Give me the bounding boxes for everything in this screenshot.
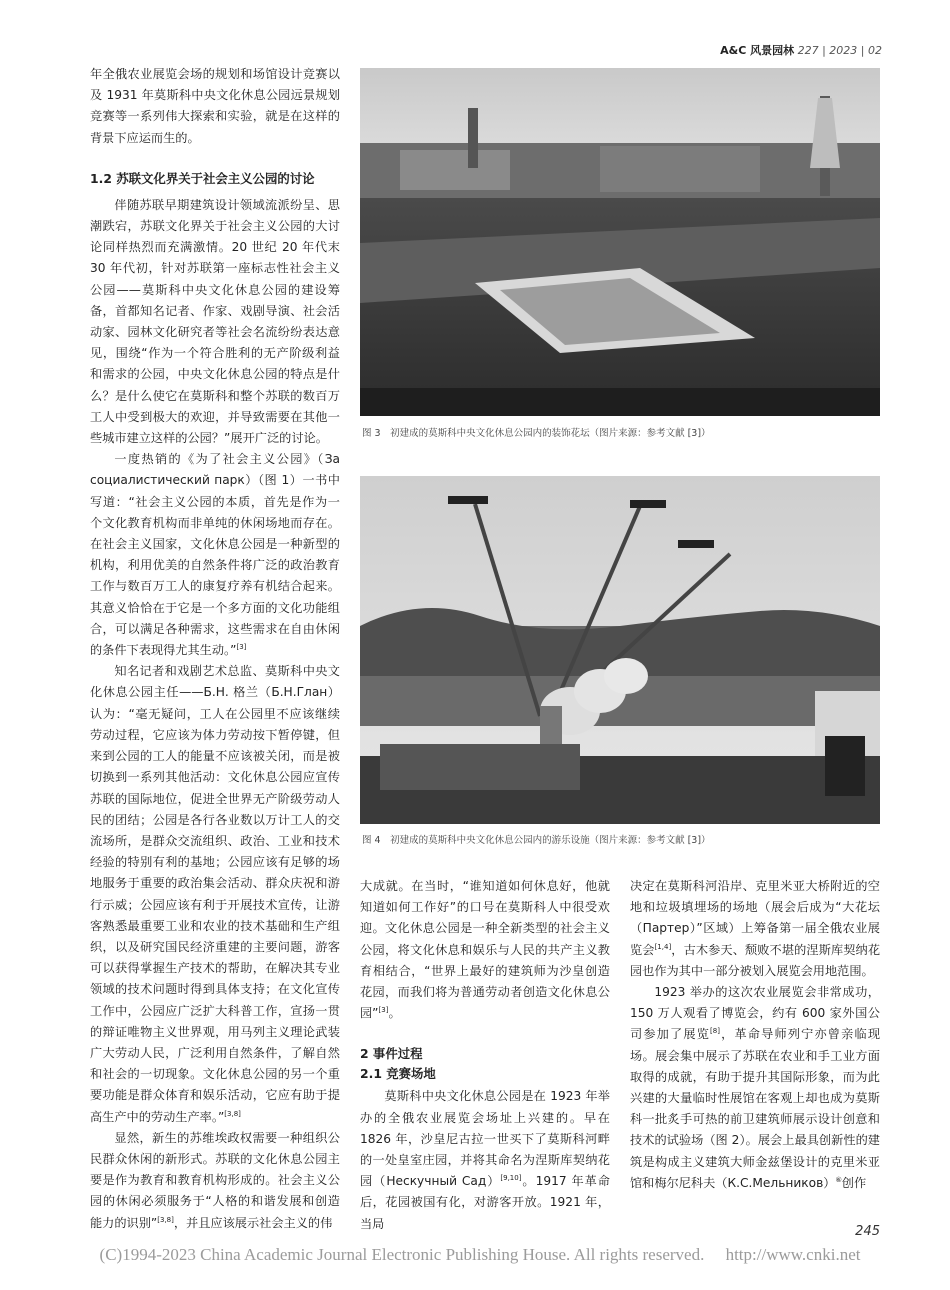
citation: [3,8] xyxy=(157,1215,174,1224)
footnote-marker: ⑥ xyxy=(835,1175,842,1184)
citation: [1,4] xyxy=(654,942,672,951)
paragraph: 决定在莫斯科河沿岸、克里米亚大桥附近的空地和垃圾填埋场的场地（展会后成为“大花坛（Партер）”区域）上筹备第一届全俄农业展览会[1,4]，古木参天、颓败不堪的涅斯库契纳花园也作为其中一部分被划入展览会用地范围。 xyxy=(630,879,881,978)
section-heading-2-1: 2.1 竞赛场地 xyxy=(360,1066,436,1082)
paragraph: 显然，新生的苏维埃政权需要一种组织公民群众休闲的新形式。苏联的文化休息公园主要是作为教育和教育机构形成的。社会主义公园的休闲必须服务于“人格的和谐发展和创造能力的识别”[3,8]，并且应该展示社会主义的伟 xyxy=(90,1130,340,1230)
citation: [9,10] xyxy=(500,1174,522,1183)
cnki-footer: (C)1994-2023 China Academic Journal Electronic Publishing House. All rights reserved. http://www.cnki.net xyxy=(99,1245,861,1264)
section-heading-1-2: 1.2 苏联文化界关于社会主义公园的讨论 xyxy=(90,170,315,186)
paragraph: 知名记者和戏剧艺术总监、莫斯科中央文化休息公园主任——Б.Н. 格兰（Б.Н.Глан）认为：“毫无疑问，工人在公园里不应该继续劳动过程，它应该为体力劳动按下暂停键，但来到公园的工人的能量不应该被关闭，而是被切换到一系列其他活动：文化休息公园应宣传苏联的国际地位，促进全世界无产阶级劳动人民的团结；公园是各行各业数以万计工人的交流场所，是群众交流组织、政治、工业和技术经验的特别有利的基地；公园应该有足够的场地服务于重要的政治集会活动、群众庆祝和游行示威；公园应该有利于开展技术宣传，让游客熟悉最重要工业和农业的技术基础和生产组织，以及研究国民经济重建的主要问题，游客可以获得掌握生产技术的帮助，在解决其专业领域的技术问题时得到具体支持；在文化宣传工作中，公园应广泛扩大科普工作，宣扬一贯的辩证唯物主义世界观，用马列主义理论武装广大劳动人民，广泛利用自然条件，了解自然和社会的一切现象。文化休息公园的另一个重要功能是群众体育和娱乐活动，它应有助于提高生产中的劳动生产率。”[3,8] xyxy=(90,664,340,1124)
citation: [3] xyxy=(378,1006,389,1015)
right-column xyxy=(630,876,880,1194)
left-column xyxy=(90,64,340,1234)
section-heading-2: 2 事件过程 xyxy=(360,1046,423,1062)
citation: [8] xyxy=(710,1027,720,1036)
journal-issue: 227 | 2023 | 02 xyxy=(797,44,882,57)
paragraph: 伴随苏联早期建筑设计领域流派纷呈、思潮跌宕，苏联文化界关于社会主义公园的大讨论同样热烈而充满激情。20 世纪 20 年代末 30 年代初，针对苏联第一座标志性社会主义公园——莫斯科中央文化休息公园的建设筹备，首都知名记者、作家、戏剧导演、社会活动家、园林文化研究者等社会名流纷纷表达意见，围绕“作为一个符合胜利的无产阶级利益和需求的公园，中央文化休息公园的特点是什么？是什么使它在莫斯科和整个苏联的数百万工人中受到极大的欢迎，并导致需要在其他一些城市建立这样的公园？”展开广泛的讨论。 xyxy=(90,197,340,446)
citation: [3,8] xyxy=(224,1109,241,1118)
paragraph: 莫斯科中央文化休息公园是在 1923 年举办的全俄农业展览会场址上兴建的。早在 1826 年，沙皇尼古拉一世买下了莫斯科河畔的一处皇室庄园，并将其命名为涅斯库契纳花园（Нескучный Сад）[9,10]。1917 年革命后，花园被国有化，对游客开放。1921 年，当局 xyxy=(360,1089,610,1231)
journal-brand: A&C 风景园林 xyxy=(720,44,795,57)
paragraph-intro: 年全俄农业展览会场的规划和场馆设计竞赛以及 1931 年莫斯科中央文化休息公园远景规划竞赛等一系列伟大探索和实验，就是在这样的背景下应运而生的。 xyxy=(90,67,340,145)
middle-column xyxy=(360,876,610,1235)
figure-3-photo xyxy=(360,68,880,416)
paragraph: 大成就。在当时，“谁知道如何休息好，他就知道如何工作好”的口号在莫斯科人中很受欢迎。文化休息公园是一种全新类型的社会主义公园，将文化休息和娱乐与人民的共产主义教育相结合，“世界上最好的建筑师为沙皇创造花园，而我们将为普通劳动者创造文化休息公园”[3]。 xyxy=(360,879,610,1021)
paragraph: 1923 举办的这次农业展览会非常成功，150 万人观看了博览会，约有 600 家外国公司参加了展览[8]，革命导师列宁亦曾亲临现场。展会集中展示了苏联在农业和手工业方面取得的成就，有助于提升其国际形象，而为此兴建的大量临时性展馆在客观上却也成为莫斯科一批炙手可热的前卫建筑师展示设计创意和技术的试验场（图 2）。展会上最具创新性的建筑是构成主义建筑大师金兹堡设计的克里米亚馆和梅尔尼科夫（К.С.Мельников）⑥创作 xyxy=(630,985,881,1190)
journal-header xyxy=(720,42,882,58)
figure-3-caption: 图 3 初建成的莫斯科中央文化休息公园内的装饰花坛（图片来源：参考文献 [3]） xyxy=(362,428,711,439)
citation: [3] xyxy=(236,643,247,652)
paragraph: 一度热销的《为了社会主义公园》（За социалистический парк）（图 1）一书中写道：“社会主义公园的本质，首先是作为一个文化教育机构而非单纯的休闲场地而存在。在社会主义国家，文化休息公园是一种新型的机构，利用优美的自然条件将广泛的政治教育工作与数百万工人的康复疗养有机结合起来。其意义恰恰在于它是一个多方面的文化功能组合，可以满足各种需求，这些需求在自由休闲的条件下表现得尤其生动。”[3] xyxy=(90,452,340,658)
page-number: 245 xyxy=(855,1224,880,1239)
figure-4-caption: 图 4 初建成的莫斯科中央文化休息公园内的游乐设施（图片来源：参考文献 [3]） xyxy=(362,835,711,846)
figure-4-photo xyxy=(360,476,880,824)
